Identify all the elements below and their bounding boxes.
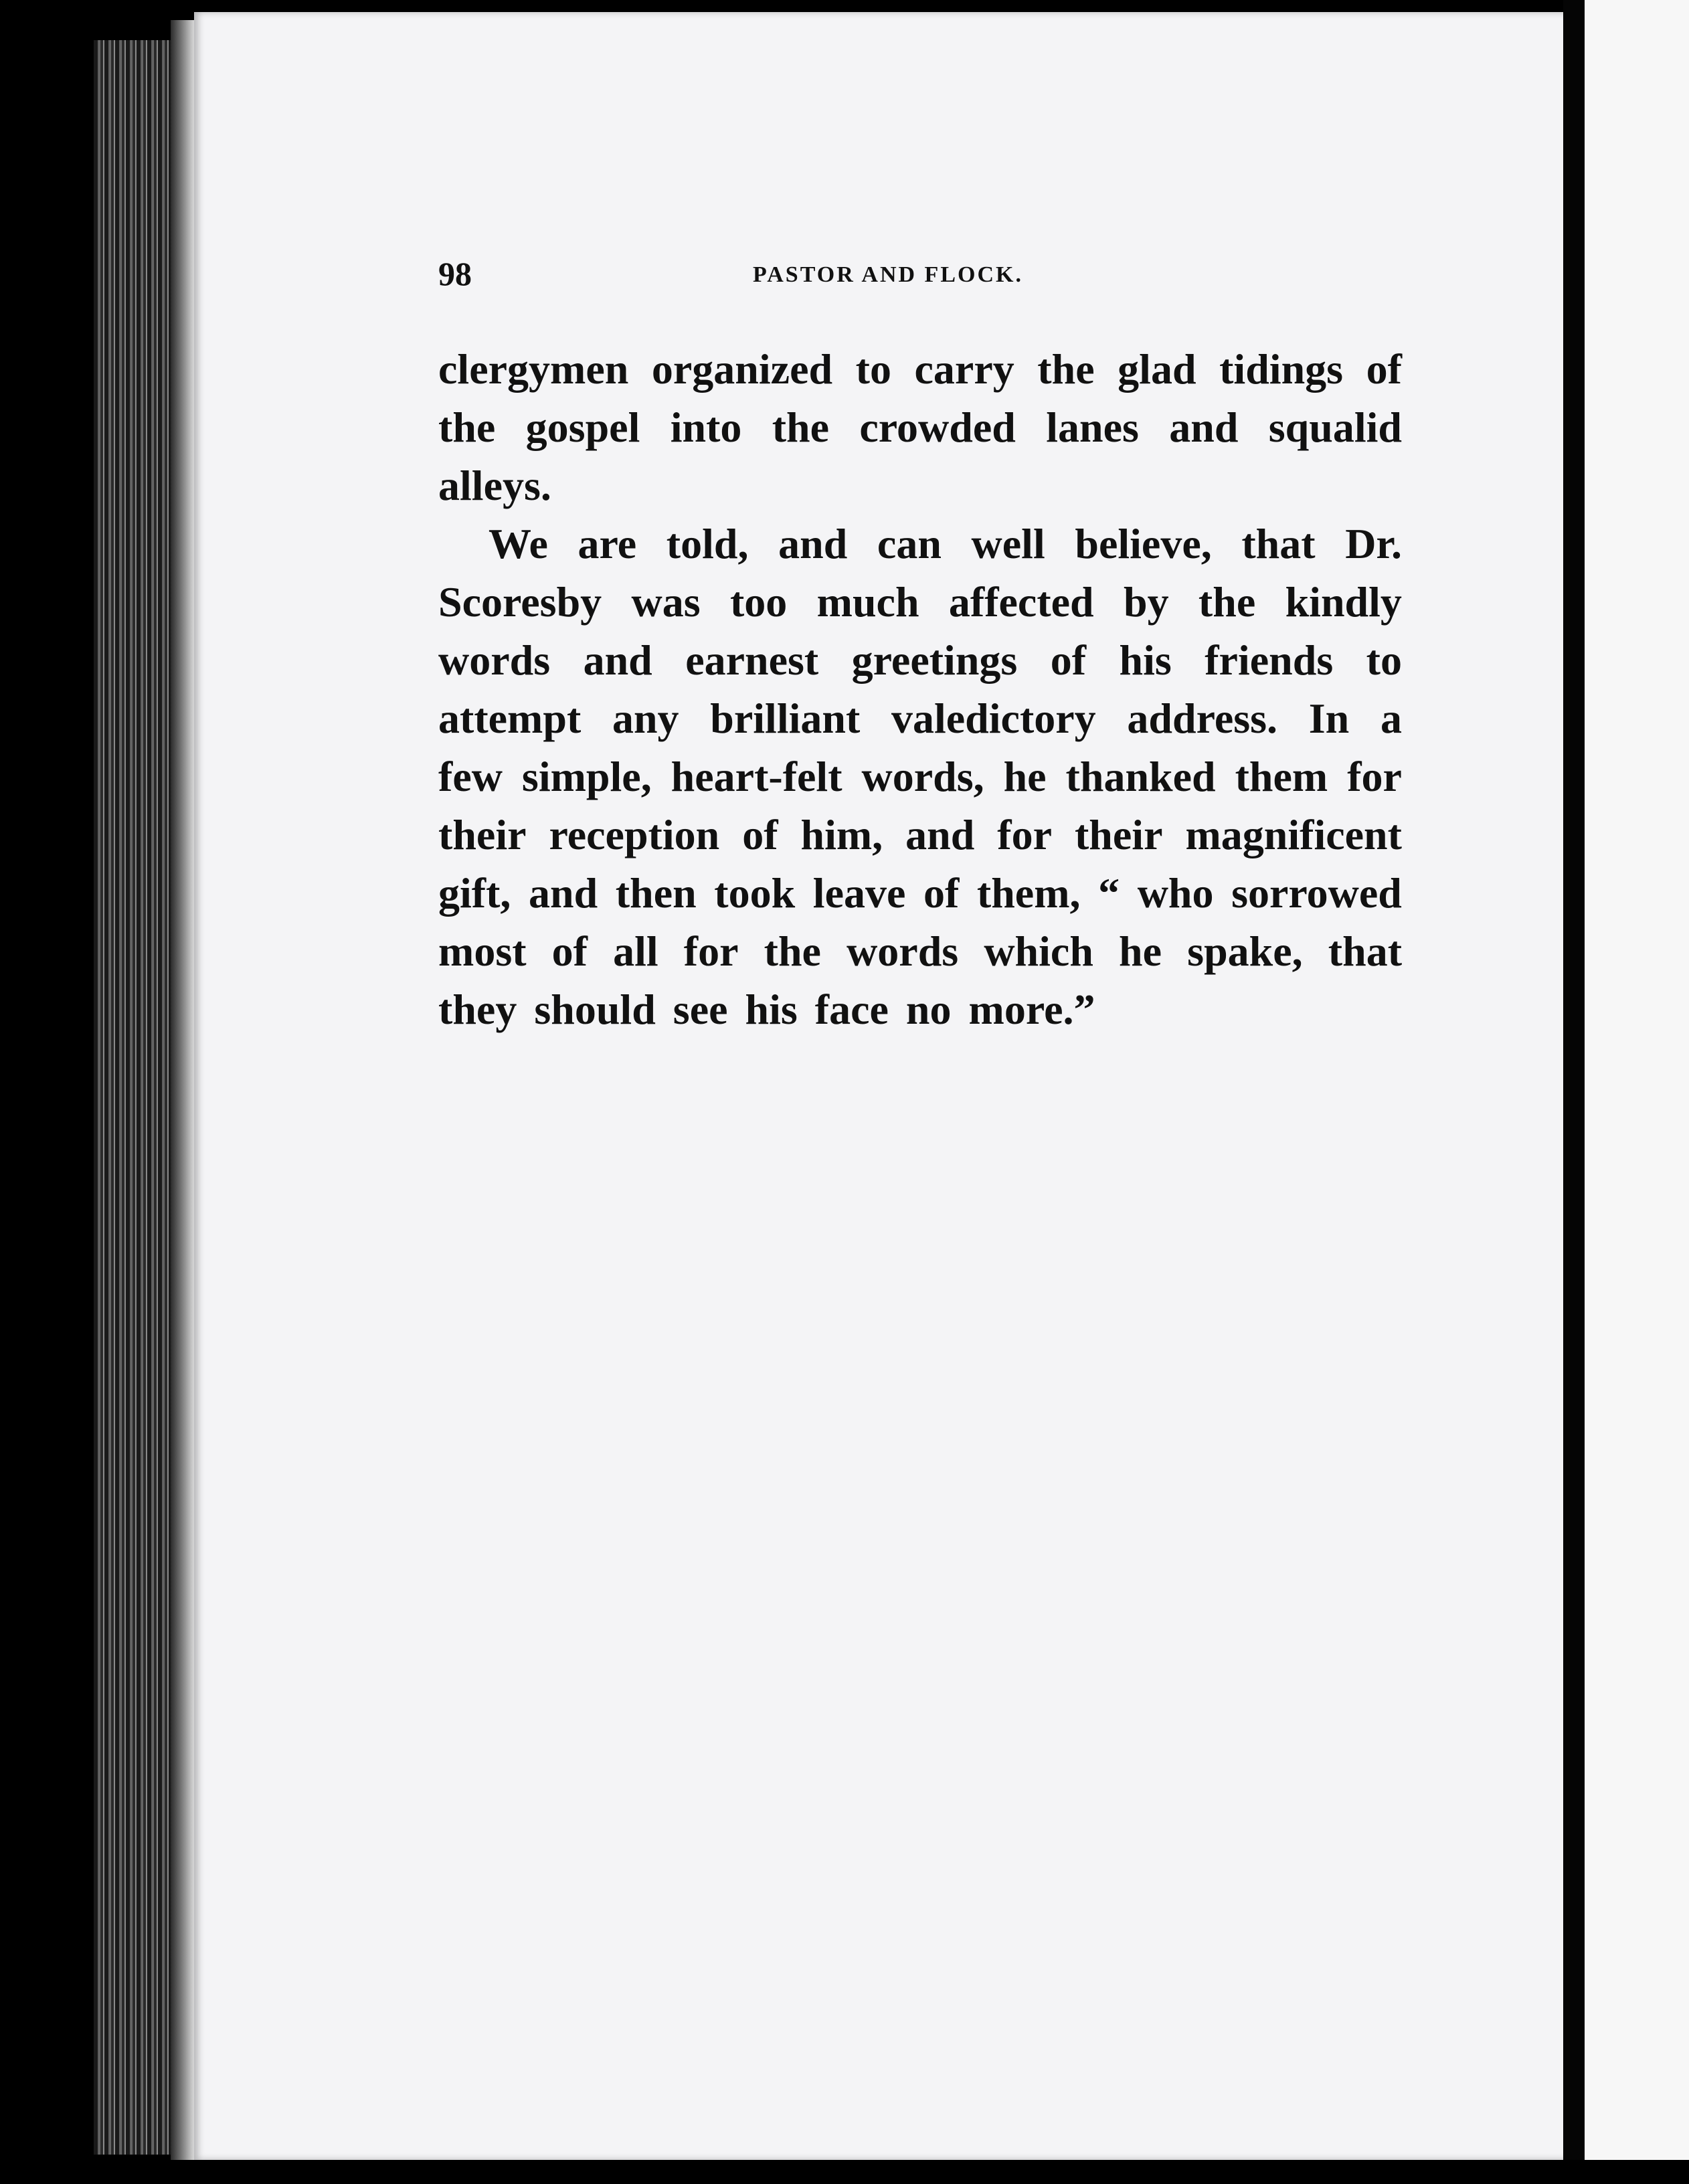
- word: their: [1074, 811, 1163, 858]
- word: In: [1308, 695, 1350, 742]
- word: few: [438, 753, 503, 800]
- word: well: [971, 520, 1045, 567]
- word: a: [1380, 695, 1402, 742]
- word: earnest: [685, 636, 819, 684]
- word: to: [1366, 636, 1402, 684]
- word: gift,: [438, 869, 511, 917]
- text-line: [438, 689, 1402, 747]
- word: Dr.: [1345, 520, 1402, 567]
- text-line: alleys.: [438, 462, 551, 509]
- word: Scoresby: [438, 578, 602, 626]
- word: words,: [861, 753, 984, 800]
- word: heart-felt: [671, 753, 842, 800]
- page-number: 98: [438, 255, 472, 292]
- text-line: [438, 515, 1402, 573]
- word: and: [583, 636, 652, 684]
- word: and: [529, 869, 598, 917]
- word: are: [577, 520, 637, 567]
- word: which: [984, 927, 1093, 975]
- word: the: [1198, 578, 1256, 626]
- word: them,: [976, 869, 1081, 917]
- word: into: [670, 403, 742, 451]
- word: words: [847, 927, 959, 975]
- word: organized: [651, 345, 833, 393]
- word: address.: [1127, 695, 1278, 742]
- word: valedictory: [891, 695, 1096, 742]
- word: reception: [549, 811, 720, 858]
- word: affected: [948, 578, 1094, 626]
- word: all: [613, 927, 658, 975]
- word: for: [1347, 753, 1402, 800]
- word: too: [729, 578, 788, 626]
- word: them: [1235, 753, 1328, 800]
- word: most: [438, 927, 527, 975]
- word: leave: [812, 869, 906, 917]
- word: kindly: [1285, 578, 1402, 626]
- word: much: [816, 578, 919, 626]
- word: believe,: [1075, 520, 1212, 567]
- text-line: [438, 340, 1402, 398]
- word: and: [1169, 403, 1239, 451]
- word: We: [488, 520, 548, 567]
- word: to: [855, 345, 891, 393]
- book-gutter: [1563, 0, 1586, 2184]
- facing-page-margin: [1585, 0, 1689, 2184]
- word: by: [1123, 578, 1169, 626]
- word: words: [438, 636, 551, 684]
- word: of: [742, 811, 778, 858]
- word: lanes: [1046, 403, 1139, 451]
- text-line: [438, 398, 1402, 456]
- word: and: [778, 520, 848, 567]
- word: who: [1137, 869, 1214, 917]
- word: can: [877, 520, 942, 567]
- word: told,: [666, 520, 749, 567]
- running-head: [438, 254, 1402, 308]
- text-line: [438, 747, 1402, 806]
- word: carry: [914, 345, 1014, 393]
- word: glad: [1118, 345, 1196, 393]
- word: the: [764, 927, 821, 975]
- word: took: [714, 869, 796, 917]
- book-page: [194, 12, 1566, 2160]
- word: “: [1098, 869, 1120, 917]
- word: for: [683, 927, 739, 975]
- word: and: [905, 811, 975, 858]
- word: thanked: [1065, 753, 1216, 800]
- word: sorrowed: [1231, 869, 1402, 917]
- word: the: [438, 403, 496, 451]
- word: tidings: [1219, 345, 1344, 393]
- word: friends: [1205, 636, 1334, 684]
- page-edge-shadow: [171, 20, 197, 2161]
- word: clergymen: [438, 345, 629, 393]
- text-line: [438, 864, 1402, 922]
- text-line: they should see his face no more.”: [438, 986, 1095, 1033]
- text-line: [438, 922, 1402, 980]
- word: he: [1003, 753, 1047, 800]
- word: of: [1050, 636, 1087, 684]
- text-line: [438, 573, 1402, 631]
- word: he: [1119, 927, 1162, 975]
- word: that: [1241, 520, 1316, 567]
- word: squalid: [1268, 403, 1402, 451]
- text-line: [438, 806, 1402, 864]
- scan-bottom-edge: [0, 2160, 1689, 2184]
- word: the: [772, 403, 830, 451]
- word: was: [631, 578, 701, 626]
- word: of: [923, 869, 960, 917]
- word: magnificent: [1185, 811, 1402, 858]
- running-title: PASTOR AND FLOCK.: [753, 262, 1023, 287]
- word: their: [438, 811, 527, 858]
- word: gospel: [525, 403, 640, 451]
- word: then: [615, 869, 697, 917]
- word: spake,: [1187, 927, 1303, 975]
- body-text: [438, 340, 1402, 1038]
- word: his: [1119, 636, 1172, 684]
- word: him,: [800, 811, 883, 858]
- word: for: [997, 811, 1052, 858]
- word: brilliant: [710, 695, 861, 742]
- word: greetings: [851, 636, 1018, 684]
- word: crowded: [859, 403, 1016, 451]
- word: any: [612, 695, 679, 742]
- word: of: [1366, 345, 1402, 393]
- word: simple,: [521, 753, 652, 800]
- word: the: [1037, 345, 1095, 393]
- word: of: [551, 927, 588, 975]
- word: that: [1328, 927, 1402, 975]
- word: attempt: [438, 695, 582, 742]
- text-line: [438, 631, 1402, 689]
